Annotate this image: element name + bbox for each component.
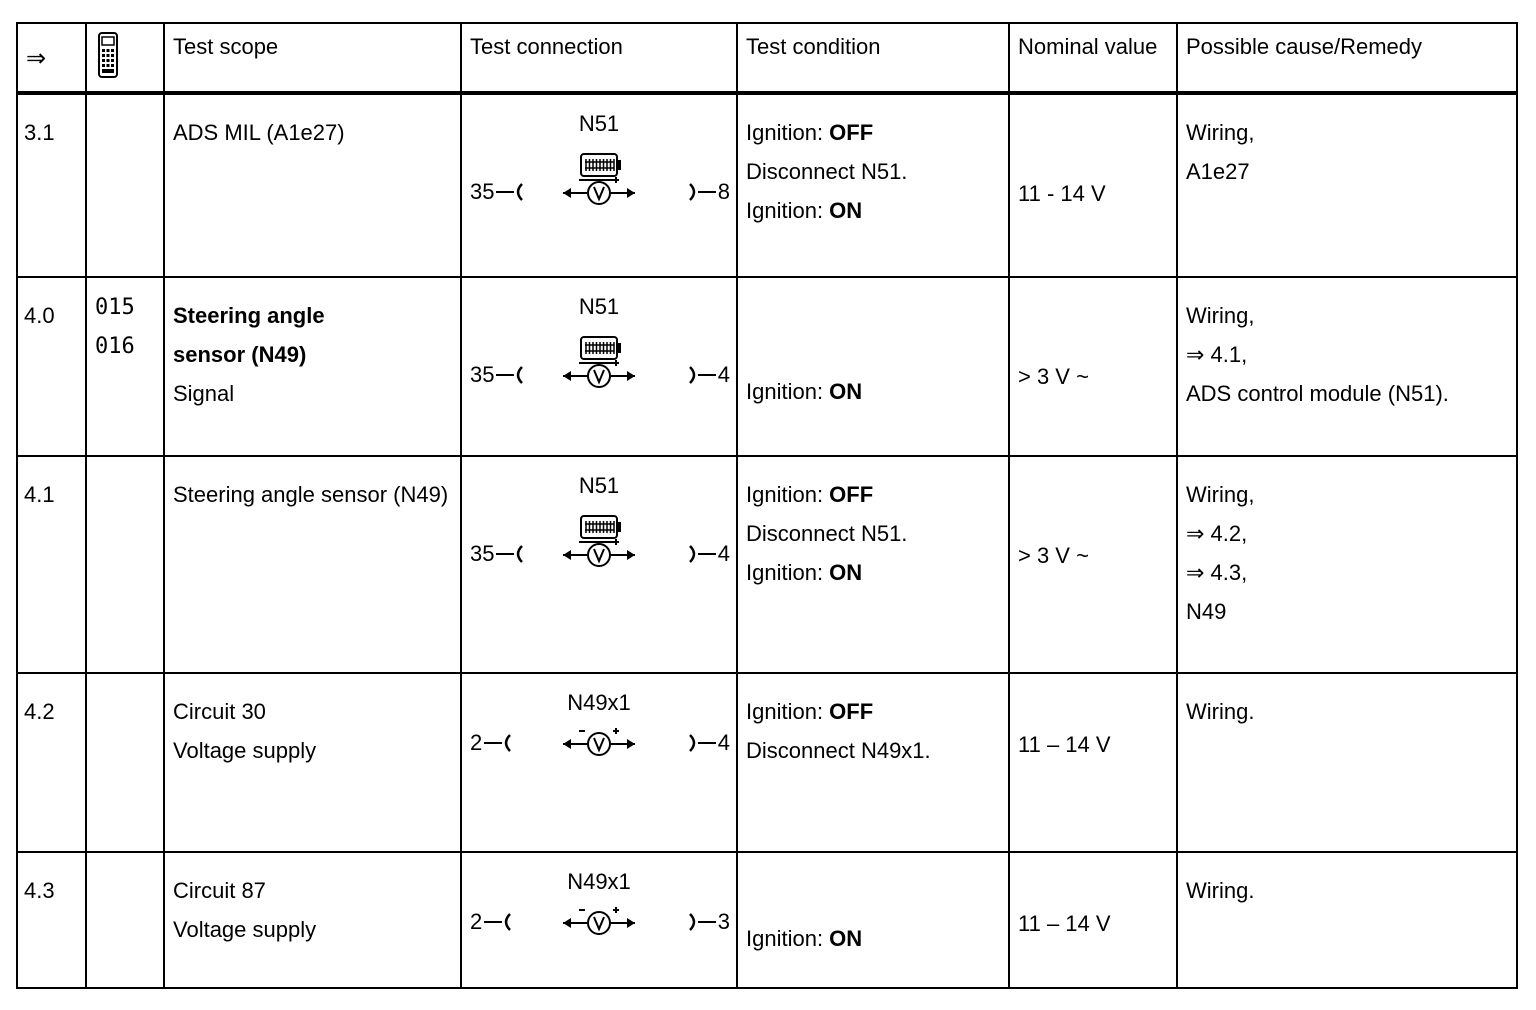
pin-right: [686, 541, 730, 567]
test-condition: [737, 93, 1009, 277]
header-row: [17, 23, 1517, 93]
condition-value: OFF: [829, 699, 874, 724]
fault-codes: [86, 277, 164, 456]
test-condition: [737, 277, 1009, 456]
connector-name: N49x1: [567, 869, 631, 894]
scope-line: Voltage supply: [173, 738, 317, 763]
condition-line: [746, 731, 1000, 770]
step-number: 4.2: [17, 673, 86, 852]
voltmeter: [561, 537, 637, 577]
condition-line: [746, 919, 1000, 958]
socket-left-icon: [494, 363, 526, 387]
nominal-value-text: > 3 V ~: [1018, 364, 1089, 389]
test-scope: [164, 673, 461, 852]
socket-right-icon: [686, 363, 718, 387]
nominal-value: [1009, 277, 1177, 456]
test-connection: [461, 852, 737, 988]
fault-codes: [86, 673, 164, 852]
tester-device-icon: [97, 32, 119, 78]
table-row: [17, 852, 1517, 988]
nominal-value: [1009, 673, 1177, 852]
possible-cause-remedy: [1177, 852, 1517, 988]
scope-line: Steering angle sensor (N49): [173, 482, 449, 507]
connector-name: N51: [578, 111, 620, 136]
header-arrow: ⇒: [17, 23, 86, 93]
pin-right: [686, 179, 730, 205]
connector-name: N49x1: [567, 690, 631, 715]
pin-right: [686, 362, 730, 388]
nominal-value: [1009, 93, 1177, 277]
connector-name: N51: [578, 294, 620, 319]
socket-right-icon: [686, 731, 718, 755]
condition-line: [746, 514, 1000, 553]
nominal-value-text: > 3 V ~: [1018, 543, 1089, 568]
pin-right-number: 4: [717, 541, 730, 566]
condition-value: OFF: [829, 482, 874, 507]
remedy-line: Wiring.: [1186, 699, 1255, 724]
nominal-value: [1009, 852, 1177, 988]
test-connection: [461, 456, 737, 673]
socket-left-icon: [482, 910, 514, 934]
possible-cause-remedy: [1177, 93, 1517, 277]
header-test-condition: Test condition: [737, 23, 1009, 93]
voltmeter: [561, 905, 637, 945]
socket-left-icon: [482, 731, 514, 755]
nominal-value-text: 11 - 14 V: [1018, 181, 1106, 206]
remedy-line: ⇒ 4.3,: [1186, 560, 1248, 585]
pin-right-number: 4: [717, 730, 730, 755]
remedy-line: ⇒ 4.1,: [1186, 342, 1248, 367]
pin-left: [470, 541, 526, 567]
socket-right-icon: [686, 910, 718, 934]
voltmeter-icon: [561, 537, 637, 571]
fault-code: 016: [95, 334, 135, 359]
remedy-line: Wiring,: [1186, 303, 1255, 328]
condition-label: Ignition:: [746, 926, 830, 951]
voltmeter-icon: [561, 358, 637, 392]
nominal-value-text: 11 – 14 V: [1018, 732, 1111, 757]
test-condition: [737, 673, 1009, 852]
pin-left-number: 2: [470, 909, 483, 934]
condition-label: Disconnect N51.: [746, 159, 908, 184]
condition-value: ON: [829, 379, 863, 404]
test-scope: [164, 277, 461, 456]
test-connection: [461, 673, 737, 852]
remedy-line: A1e27: [1186, 159, 1250, 184]
test-condition: [737, 852, 1009, 988]
step-number: 4.0: [17, 277, 86, 456]
header-tester: [86, 23, 164, 93]
socket-left-icon: [494, 180, 526, 204]
condition-label: Ignition:: [746, 379, 830, 404]
test-scope: [164, 456, 461, 673]
nominal-value-text: 11 – 14 V: [1018, 911, 1111, 936]
voltmeter: [561, 358, 637, 398]
condition-value: ON: [829, 926, 863, 951]
header-remedy: Possible cause/Remedy: [1177, 23, 1517, 93]
condition-label: Ignition:: [746, 198, 830, 223]
voltmeter-icon: [561, 726, 637, 760]
condition-label: Disconnect N51.: [746, 521, 908, 546]
possible-cause-remedy: [1177, 456, 1517, 673]
condition-value: ON: [829, 198, 863, 223]
condition-line: [746, 191, 1000, 230]
pin-left-number: 35: [470, 362, 495, 387]
pin-right: [686, 730, 730, 756]
step-number: 4.3: [17, 852, 86, 988]
header-test-connection: Test connection: [461, 23, 737, 93]
fault-codes: [86, 456, 164, 673]
condition-line: [746, 372, 1000, 411]
test-connection: [461, 93, 737, 277]
scope-line: Circuit 87: [173, 878, 266, 903]
connector-name: N51: [578, 473, 620, 498]
step-number: 3.1: [17, 93, 86, 277]
pin-left: [470, 362, 526, 388]
scope-line: Circuit 30: [173, 699, 266, 724]
pin-left-number: 35: [470, 541, 495, 566]
condition-label: Ignition:: [746, 120, 830, 145]
pin-left: [470, 730, 514, 756]
remedy-line: Wiring,: [1186, 482, 1255, 507]
scope-line: ADS MIL (A1e27): [173, 120, 345, 145]
test-scope: [164, 852, 461, 988]
table-row: [17, 456, 1517, 673]
condition-line: [746, 553, 1000, 592]
remedy-line: Wiring,: [1186, 120, 1255, 145]
voltmeter: [561, 726, 637, 766]
pin-right-number: 3: [717, 909, 730, 934]
test-scope: [164, 93, 461, 277]
pin-right-number: 4: [717, 362, 730, 387]
test-table-sheet: [16, 22, 1516, 989]
possible-cause-remedy: [1177, 673, 1517, 852]
voltmeter-icon: [561, 175, 637, 209]
pin-left-number: 2: [470, 730, 483, 755]
test-condition: [737, 456, 1009, 673]
condition-label: Ignition:: [746, 560, 830, 585]
table-row: [17, 93, 1517, 277]
pin-right-number: 8: [717, 179, 730, 204]
condition-value: ON: [829, 560, 863, 585]
fault-codes: [86, 93, 164, 277]
scope-title: Steering angle: [173, 303, 325, 328]
fault-code: 015: [95, 295, 135, 320]
socket-left-icon: [494, 542, 526, 566]
condition-label: Disconnect N49x1.: [746, 738, 931, 763]
test-table: [16, 22, 1518, 989]
remedy-line: ADS control module (N51).: [1186, 381, 1449, 406]
condition-label: Ignition:: [746, 482, 830, 507]
possible-cause-remedy: [1177, 277, 1517, 456]
test-connection: [461, 277, 737, 456]
nominal-value: [1009, 456, 1177, 673]
table-row: [17, 673, 1517, 852]
table-row: [17, 277, 1517, 456]
scope-line: Signal: [173, 381, 235, 406]
scope-line: Voltage supply: [173, 917, 317, 942]
condition-label: Ignition:: [746, 699, 830, 724]
condition-line: [746, 113, 1000, 152]
header-nominal-value: Nominal value: [1009, 23, 1177, 93]
condition-line: [746, 475, 1000, 514]
condition-line: [746, 692, 1000, 731]
remedy-line: Wiring.: [1186, 878, 1255, 903]
fault-codes: [86, 852, 164, 988]
pin-right: [686, 909, 730, 935]
pin-left-number: 35: [470, 179, 495, 204]
pin-left: [470, 909, 514, 935]
voltmeter-icon: [561, 905, 637, 939]
remedy-line: N49: [1186, 599, 1227, 624]
step-number: 4.1: [17, 456, 86, 673]
voltmeter: [561, 175, 637, 215]
socket-right-icon: [686, 180, 718, 204]
header-test-scope: Test scope: [164, 23, 461, 93]
condition-line: [746, 152, 1000, 191]
socket-right-icon: [686, 542, 718, 566]
scope-title: sensor (N49): [173, 342, 307, 367]
condition-value: OFF: [829, 120, 874, 145]
pin-left: [470, 179, 526, 205]
remedy-line: ⇒ 4.2,: [1186, 521, 1248, 546]
